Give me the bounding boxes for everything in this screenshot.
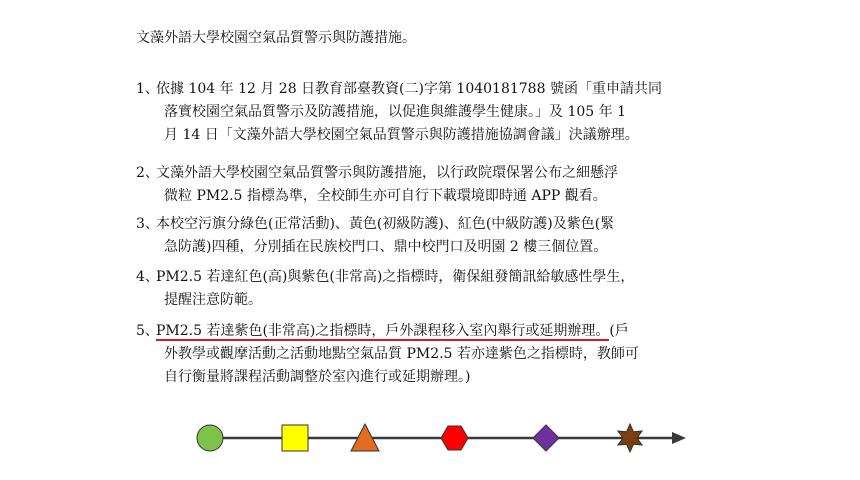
item-number: 2、 [136,165,159,181]
item-line: 微粒 PM2.5 指標為準，全校師生亦可自行下載環境即時通 APP 觀看。 [164,188,607,204]
circle-icon [197,425,223,451]
air-quality-flow-diagram [190,418,690,458]
item-line: 外教學或觀摩活動之活動地點空氣品質 PM2.5 若亦達紫色之指標時，教師可 [164,346,639,362]
square-icon [282,425,308,451]
hexagon-icon [441,426,468,450]
item-line: 本校空污旗分綠色(正常活動)、黃色(初級防護)、紅色(中級防護)及紫色(緊 [156,216,615,232]
item-line: PM2.5 若達紅色(高)與紫色(非常高)之指標時，衛保組發簡訊給敏感性學生， [156,269,635,285]
underlined-text: PM2.5 若達紫色(非常高)之指標時，戶外課程移入室內舉行或延期辦理。 [156,323,610,339]
item-number: 3、 [136,216,159,232]
item-line: 自行衡量將課程活動調整於室內進行或延期辦理。) [164,369,471,385]
diamond-icon [533,425,559,451]
document-title: 文藻外語大學校園空氣品質警示與防護措施。 [136,30,416,46]
item-number: 4、 [136,269,159,285]
item-line-first [156,320,629,343]
item-number: 1、 [136,81,159,97]
item-line: 落實校園空氣品質警示及防護措施，以促進與維護學生健康。」及 105 年 1 [164,104,626,120]
item-line-rest: (戶 [609,323,629,339]
item-line: 提醒注意防範。 [164,292,262,308]
item-line: 急防護)四種，分別插在民族校門口、鼎中校門口及明園 2 樓三個位置。 [164,239,608,255]
item-line: 依據 104 年 12 月 28 日教育部臺教資(二)字第 1040181788 號函「重申請共同 [156,81,662,97]
arrow-head-icon [672,432,686,444]
item-line: 月 14 日「文藻外語大學校園空氣品質警示與防護措施協調會議」決議辦理。 [164,127,639,143]
item-number: 5、 [136,323,159,339]
item-line: 文藻外語大學校園空氣品質警示與防護措施，以行政院環保署公布之細懸浮 [156,165,618,181]
